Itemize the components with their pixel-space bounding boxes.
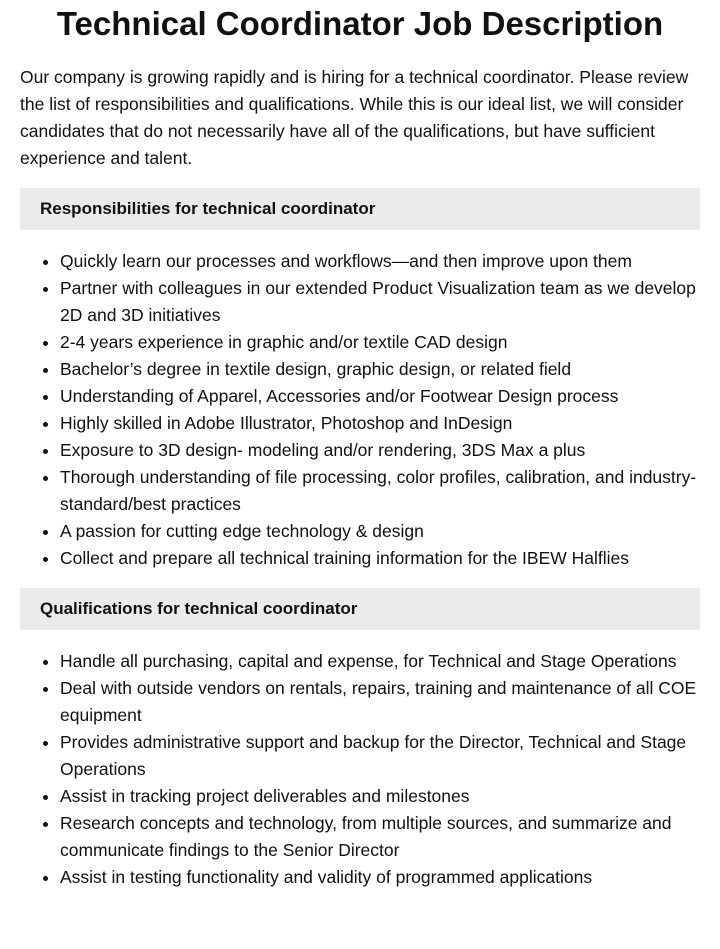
intro-text: Our company is growing rapidly and is hiring for a technical coordinator. Please review the list of responsibilities and qualifications. While this is our ideal list, we will consider candidates that do not necessarily have all of the qualifications, but have sufficient experience and talent. (20, 67, 689, 168)
list-item: • A passion for cutting edge technology & design (60, 518, 700, 545)
list-item: • Understanding of Apparel, Accessories and/or Footwear Design process (60, 383, 700, 410)
list-item: • Assist in tracking project deliverables and milestones (60, 783, 700, 810)
list-item: • Deal with outside vendors on rentals, repairs, training and maintenance of all COE equipment (60, 675, 700, 729)
qualifications-heading: Qualifications for technical coordinator (20, 588, 700, 630)
list-item: • Exposure to 3D design- modeling and/or rendering, 3DS Max a plus (60, 437, 700, 464)
list-item: • Thorough understanding of file processing, color profiles, calibration, and industry-standard/best practices (60, 464, 700, 518)
list-item: • Handle all purchasing, capital and expense, for Technical and Stage Operations (60, 648, 700, 675)
page-title: Technical Coordinator Job Description (56, 5, 664, 42)
list-item: • Bachelor’s degree in textile design, graphic design, or related field (60, 356, 700, 383)
list-item: • Research concepts and technology, from multiple sources, and summarize and communicate findings to the Senior Director (60, 810, 700, 864)
list-item: • Quickly learn our processes and workflows—and then improve upon them (60, 248, 700, 275)
list-item: • Partner with colleagues in our extended Product Visualization team as we develop 2D and 3D initiatives (60, 275, 700, 329)
qualifications-list (20, 648, 700, 891)
list-item: • Provides administrative support and backup for the Director, Technical and Stage Operations (60, 729, 700, 783)
responsibilities-heading: Responsibilities for technical coordinator (20, 188, 700, 230)
list-item: • Highly skilled in Adobe Illustrator, Photoshop and InDesign (60, 410, 700, 437)
responsibilities-list (20, 248, 700, 572)
list-item: • Collect and prepare all technical training information for the IBEW Halflies (60, 545, 700, 572)
list-item: • 2-4 years experience in graphic and/or textile CAD design (60, 329, 700, 356)
list-item: • Assist in testing functionality and validity of programmed applications (60, 864, 700, 891)
